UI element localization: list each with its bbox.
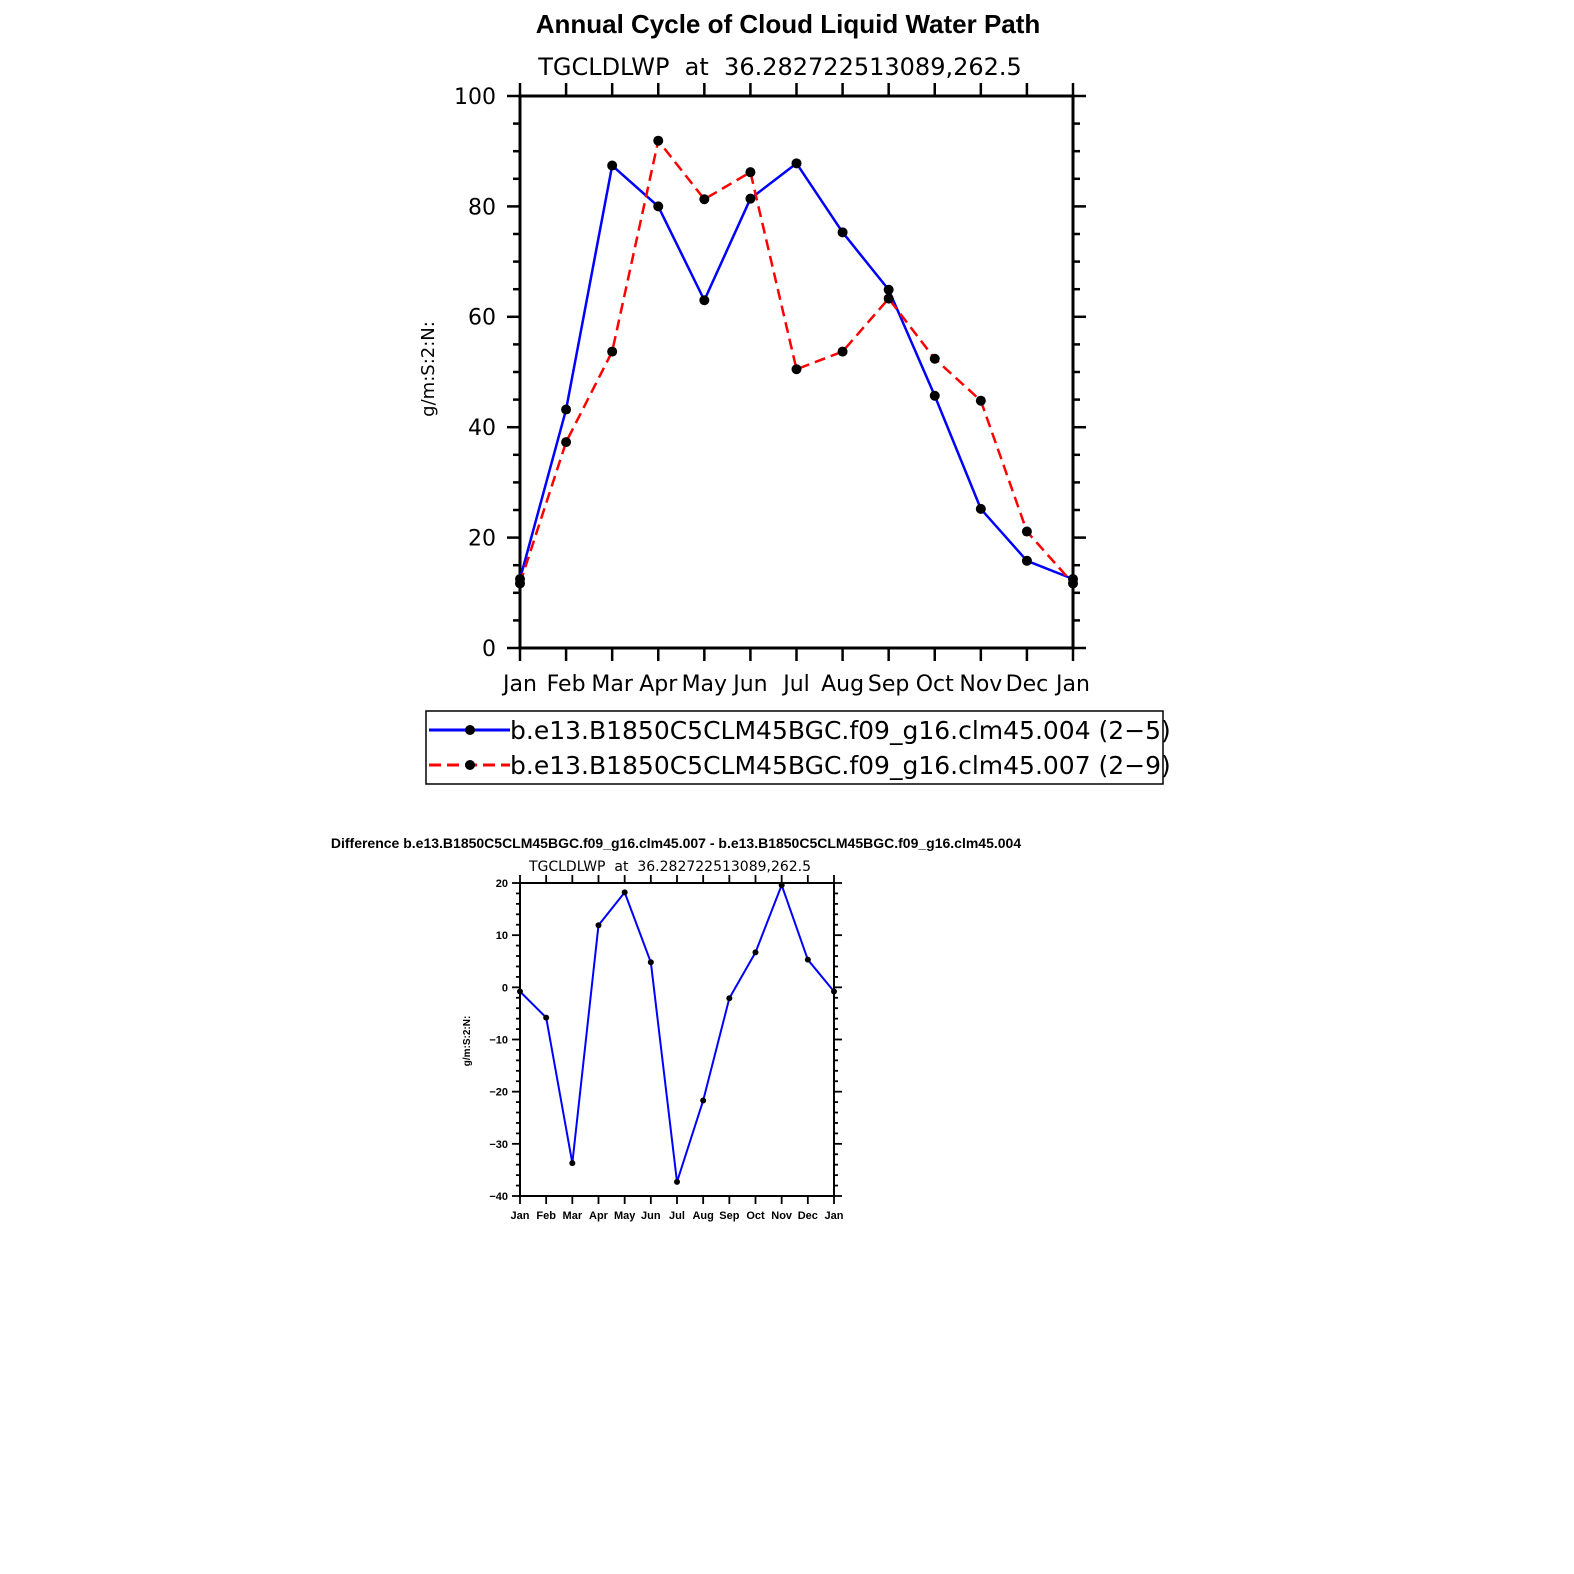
main-x-tick-label: Nov [959,672,1003,697]
diff-series-1-point [726,995,732,1001]
legend-label-series-2: b.e13.B1850C5CLM45BGC.f09_g16.clm45.007 (2−9) [510,751,1171,780]
main-series-1-point [699,295,709,305]
main-y-tick-label: 80 [468,195,496,221]
main-series-2-point [1068,578,1078,588]
diff-y-tick-label: −10 [489,1034,508,1047]
diff-x-tick-label: Dec [797,1210,818,1222]
main-series-1-point [976,504,986,514]
diff-x-tick-label: Nov [771,1210,793,1222]
diff-y-tick-label: −30 [489,1138,508,1151]
diff-series-1-point [648,959,654,965]
main-series-2-point [699,194,709,204]
main-x-tick-label: Jan [503,672,537,697]
diff-y-tick-label: −20 [489,1086,508,1099]
diff-plot-frame [520,883,834,1196]
main-x-tick-label: Jun [733,672,768,697]
main-series-1-point [1022,556,1032,566]
diff-x-tick-label: Oct [746,1210,765,1222]
main-y-tick-label: 60 [468,305,496,331]
main-series-2-point [884,294,894,304]
main-x-tick-label: Feb [546,672,586,697]
diff-series-1-point [753,949,759,955]
main-x-tick-label: Sep [867,672,910,697]
main-series-2-point [561,437,571,447]
main-x-tick-label: Oct [915,672,954,697]
diff-series-1-point [622,889,628,895]
main-y-tick-label: 0 [482,636,496,662]
main-series-2-point [1022,527,1032,537]
main-x-tick-label: Aug [821,672,865,697]
main-series-2-point [653,136,663,146]
diff-x-tick-label: Sep [719,1210,740,1222]
diff-chart-subtitle: TGCLDLWP at 36.282722513089,262.5 [528,859,812,875]
diff-series-1-point [596,922,602,928]
diff-chart-y-axis-label: g/m:S:2:N: [462,1015,473,1067]
diff-x-tick-label: May [613,1210,636,1222]
main-series-1-point [930,391,940,401]
main-x-tick-label: Apr [639,672,678,697]
main-x-tick-label: Jan [1056,672,1090,697]
main-chart-subtitle: TGCLDLWP at 36.282722513089,262.5 [538,53,1022,81]
main-x-tick-label: Mar [591,672,633,697]
main-series-1-point [792,158,802,168]
main-x-tick-label: Dec [1005,672,1049,697]
main-x-tick-label: Jul [783,672,810,697]
diff-series-1-point [700,1098,706,1104]
diff-x-tick-label: Jul [669,1210,685,1222]
diff-chart-plot [489,875,843,1222]
diff-x-tick-label: Feb [536,1210,556,1222]
main-series-1-point [884,285,894,295]
diff-x-tick-label: Aug [692,1210,714,1222]
diff-y-tick-label: 10 [495,930,508,943]
main-y-tick-label: 40 [468,416,496,442]
main-series-2-point [792,364,802,374]
main-chart-plot [454,83,1090,697]
main-series-1-point [561,405,571,415]
main-series-2-point [515,578,525,588]
diff-y-tick-label: −40 [489,1190,508,1203]
diff-series-1-point [831,989,837,995]
diff-series-1-line [520,885,834,1182]
diff-chart-title: Difference b.e13.B1850C5CLM45BGC.f09_g16.clm45.007 - b.e13.B1850C5CLM45BGC.f09_g16.clm45.004 [330,835,1022,851]
main-series-1-point [653,201,663,211]
main-series-1-point [838,227,848,237]
main-series-2-point [976,396,986,406]
diff-series-1-point [517,989,523,995]
diff-series-1-point [543,1015,549,1021]
diff-series-1-point [674,1179,680,1185]
main-series-2-point [607,347,617,357]
diff-x-tick-label: Apr [589,1210,608,1222]
main-series-1-point [745,194,755,204]
legend-marker-series-1 [465,725,475,735]
diff-series-1-point [805,957,811,963]
diff-x-tick-label: Mar [562,1210,583,1222]
main-series-2-point [930,354,940,364]
diff-y-tick-label: 20 [495,877,508,890]
main-series-1-point [607,161,617,171]
main-y-tick-label: 20 [468,526,496,552]
main-series-2-line [520,141,1073,584]
main-y-tick-label: 100 [454,84,496,110]
main-chart-y-axis-label: g/m:S:2:N: [418,321,439,417]
main-series-2-point [838,347,848,357]
diff-series-1-point [569,1160,575,1166]
diff-y-tick-label: 0 [501,982,508,995]
diff-x-tick-label: Jan [824,1210,844,1222]
legend-label-series-1: b.e13.B1850C5CLM45BGC.f09_g16.clm45.004 (2−5) [510,716,1171,745]
main-series-2-point [745,167,755,177]
main-chart-title: Annual Cycle of Cloud Liquid Water Path [535,9,1041,39]
diff-x-tick-label: Jun [641,1210,661,1222]
main-x-tick-label: May [681,672,728,697]
diff-x-tick-label: Jan [510,1210,530,1222]
legend-marker-series-2 [465,760,475,770]
diff-series-1-point [779,882,785,888]
